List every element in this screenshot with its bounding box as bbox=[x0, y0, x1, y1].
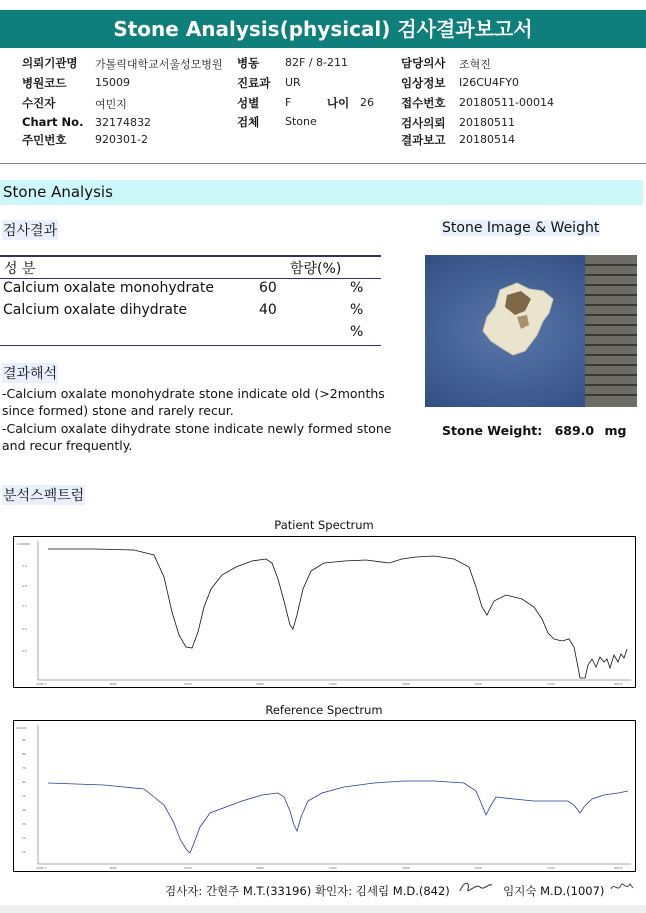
component-name: Calcium oxalate monohydrate bbox=[3, 280, 214, 296]
component-unit: % bbox=[350, 280, 364, 296]
receipt-no-value: 20180511-00014 bbox=[459, 96, 554, 109]
results-heading: 검사결과 bbox=[2, 220, 58, 240]
resident-no-value: 920301-2 bbox=[95, 133, 148, 146]
patient-spectrum-title: Patient Spectrum bbox=[274, 518, 374, 532]
patient-spectrum-graphic bbox=[14, 537, 635, 687]
table-bottom-rule bbox=[0, 345, 381, 346]
svg-text:3200: 3200 bbox=[184, 682, 192, 686]
svg-text:0.7: 0.7 bbox=[22, 604, 27, 608]
svg-text:1600: 1600 bbox=[474, 682, 482, 686]
component-unit: % bbox=[350, 302, 364, 318]
hospital-code-label: 병원코드 bbox=[22, 76, 67, 90]
svg-text:4000.0: 4000.0 bbox=[36, 866, 47, 870]
component-value: 40 bbox=[259, 302, 277, 318]
svg-text:0.9: 0.9 bbox=[22, 564, 27, 568]
component-name: Calcium oxalate dihydrate bbox=[3, 302, 188, 318]
interpretation-heading: 결과해석 bbox=[2, 363, 58, 383]
svg-text:40: 40 bbox=[22, 808, 26, 812]
request-date-value: 20180511 bbox=[459, 116, 515, 129]
svg-text:70: 70 bbox=[22, 766, 26, 770]
svg-text:60: 60 bbox=[22, 780, 26, 784]
signoff-text: 검사자: 간현주 M.T.(33196) 확인자: 김세림 M.D.(842) bbox=[165, 884, 450, 898]
clinical-info-label: 임상정보 bbox=[401, 76, 446, 90]
stone-photo bbox=[425, 255, 637, 407]
interpretation-line-2: -Calcium oxalate dihydrate stone indicate newly formed stone and recur frequently. bbox=[2, 421, 392, 453]
svg-text:0.6: 0.6 bbox=[22, 627, 27, 631]
svg-text:1.000000: 1.000000 bbox=[16, 542, 31, 546]
signature-2-graphic bbox=[608, 879, 636, 895]
department-label: 진료과 bbox=[237, 76, 271, 90]
stone-photo-graphic bbox=[425, 255, 637, 407]
component-unit: % bbox=[350, 324, 364, 340]
department-value: UR bbox=[285, 76, 301, 89]
svg-text:1600: 1600 bbox=[474, 866, 482, 870]
svg-text:0.8: 0.8 bbox=[22, 584, 27, 588]
svg-text:10: 10 bbox=[22, 850, 26, 854]
resident-no-label: 주민번호 bbox=[22, 133, 67, 147]
receipt-no-label: 접수번호 bbox=[401, 96, 446, 110]
signoff-text-2: 임지숙 M.D.(1007) bbox=[503, 884, 605, 898]
institution-label: 의뢰기관명 bbox=[22, 56, 78, 70]
recipient-value: 여민지 bbox=[95, 98, 127, 111]
svg-text:80: 80 bbox=[22, 752, 26, 756]
svg-text:2400: 2400 bbox=[329, 682, 337, 686]
stone-weight bbox=[442, 423, 626, 438]
component-value: 60 bbox=[259, 280, 277, 296]
specimen-value: Stone bbox=[285, 115, 317, 128]
stone-weight-unit: mg bbox=[604, 423, 627, 438]
svg-text:2800: 2800 bbox=[256, 682, 264, 686]
table-top-rule bbox=[0, 255, 381, 257]
clinical-info-value: I26CU4FY0 bbox=[459, 76, 520, 89]
signature-1-graphic bbox=[456, 879, 496, 895]
specimen-label: 검체 bbox=[237, 115, 260, 129]
doctor-label: 담당의사 bbox=[401, 56, 446, 70]
svg-text:50: 50 bbox=[22, 794, 26, 798]
svg-text:3600: 3600 bbox=[109, 866, 117, 870]
ward-value: 82F / 8-211 bbox=[285, 56, 348, 69]
sex-value: F bbox=[285, 96, 292, 109]
signoff bbox=[165, 879, 638, 899]
svg-text:2800: 2800 bbox=[256, 866, 264, 870]
svg-text:800.0: 800.0 bbox=[614, 866, 623, 870]
svg-text:3200: 3200 bbox=[184, 866, 192, 870]
svg-text:4000.0: 4000.0 bbox=[36, 682, 47, 686]
report-date-label: 결과보고 bbox=[401, 133, 446, 147]
svg-text:2400: 2400 bbox=[329, 866, 337, 870]
interpretation-line-1: -Calcium oxalate monohydrate stone indicate old (>2months since formed) stone and rarely recur. bbox=[2, 386, 385, 418]
chart-no-value: 32174832 bbox=[95, 116, 151, 129]
request-date-label: 검사의뢰 bbox=[401, 116, 446, 130]
col-content-header: 함량(%) bbox=[290, 261, 342, 277]
svg-text:90: 90 bbox=[22, 738, 26, 742]
chart-no-label: Chart No. bbox=[22, 115, 84, 129]
svg-text:1200: 1200 bbox=[547, 682, 555, 686]
report-title: Stone Analysis(physical) 검사결과보고서 bbox=[0, 10, 646, 48]
stone-analysis-heading: Stone Analysis bbox=[0, 180, 643, 205]
header-divider bbox=[0, 163, 646, 164]
stone-weight-value: 689.0 bbox=[554, 423, 595, 438]
sex-label: 성별 bbox=[237, 96, 260, 110]
svg-text:2000: 2000 bbox=[402, 682, 410, 686]
svg-text:0.5: 0.5 bbox=[22, 649, 27, 653]
report-date-value: 20180514 bbox=[459, 133, 515, 146]
signature-2 bbox=[608, 879, 638, 898]
reference-spectrum-title: Reference Spectrum bbox=[265, 703, 383, 717]
patient-spectrum-chart bbox=[13, 536, 636, 688]
ward-label: 병동 bbox=[237, 56, 260, 70]
svg-text:30: 30 bbox=[22, 822, 26, 826]
table-header-rule bbox=[0, 278, 381, 279]
svg-text:100.00: 100.00 bbox=[16, 726, 27, 730]
col-component-header: 성 분 bbox=[4, 261, 36, 277]
reference-spectrum-graphic bbox=[14, 721, 635, 871]
stone-image-heading: Stone Image & Weight bbox=[442, 220, 600, 236]
footer-bar bbox=[0, 905, 646, 913]
svg-text:1200: 1200 bbox=[547, 866, 555, 870]
age-value: 26 bbox=[360, 96, 374, 109]
stone-weight-label: Stone Weight: bbox=[442, 423, 543, 438]
institution-value: 가톨릭대학교서울성모병원 bbox=[95, 58, 223, 71]
reference-spectrum-chart bbox=[13, 720, 636, 872]
recipient-label: 수진자 bbox=[22, 96, 56, 110]
signature-1 bbox=[453, 879, 499, 898]
doctor-value: 조혁진 bbox=[459, 58, 491, 71]
svg-text:2000: 2000 bbox=[402, 866, 410, 870]
age-label: 나이 bbox=[327, 96, 350, 110]
svg-text:20: 20 bbox=[22, 836, 26, 840]
svg-text:3600: 3600 bbox=[109, 682, 117, 686]
spectrum-heading: 분석스펙트럼 bbox=[2, 485, 85, 505]
svg-text:800.0: 800.0 bbox=[614, 682, 623, 686]
hospital-code-value: 15009 bbox=[95, 76, 130, 89]
